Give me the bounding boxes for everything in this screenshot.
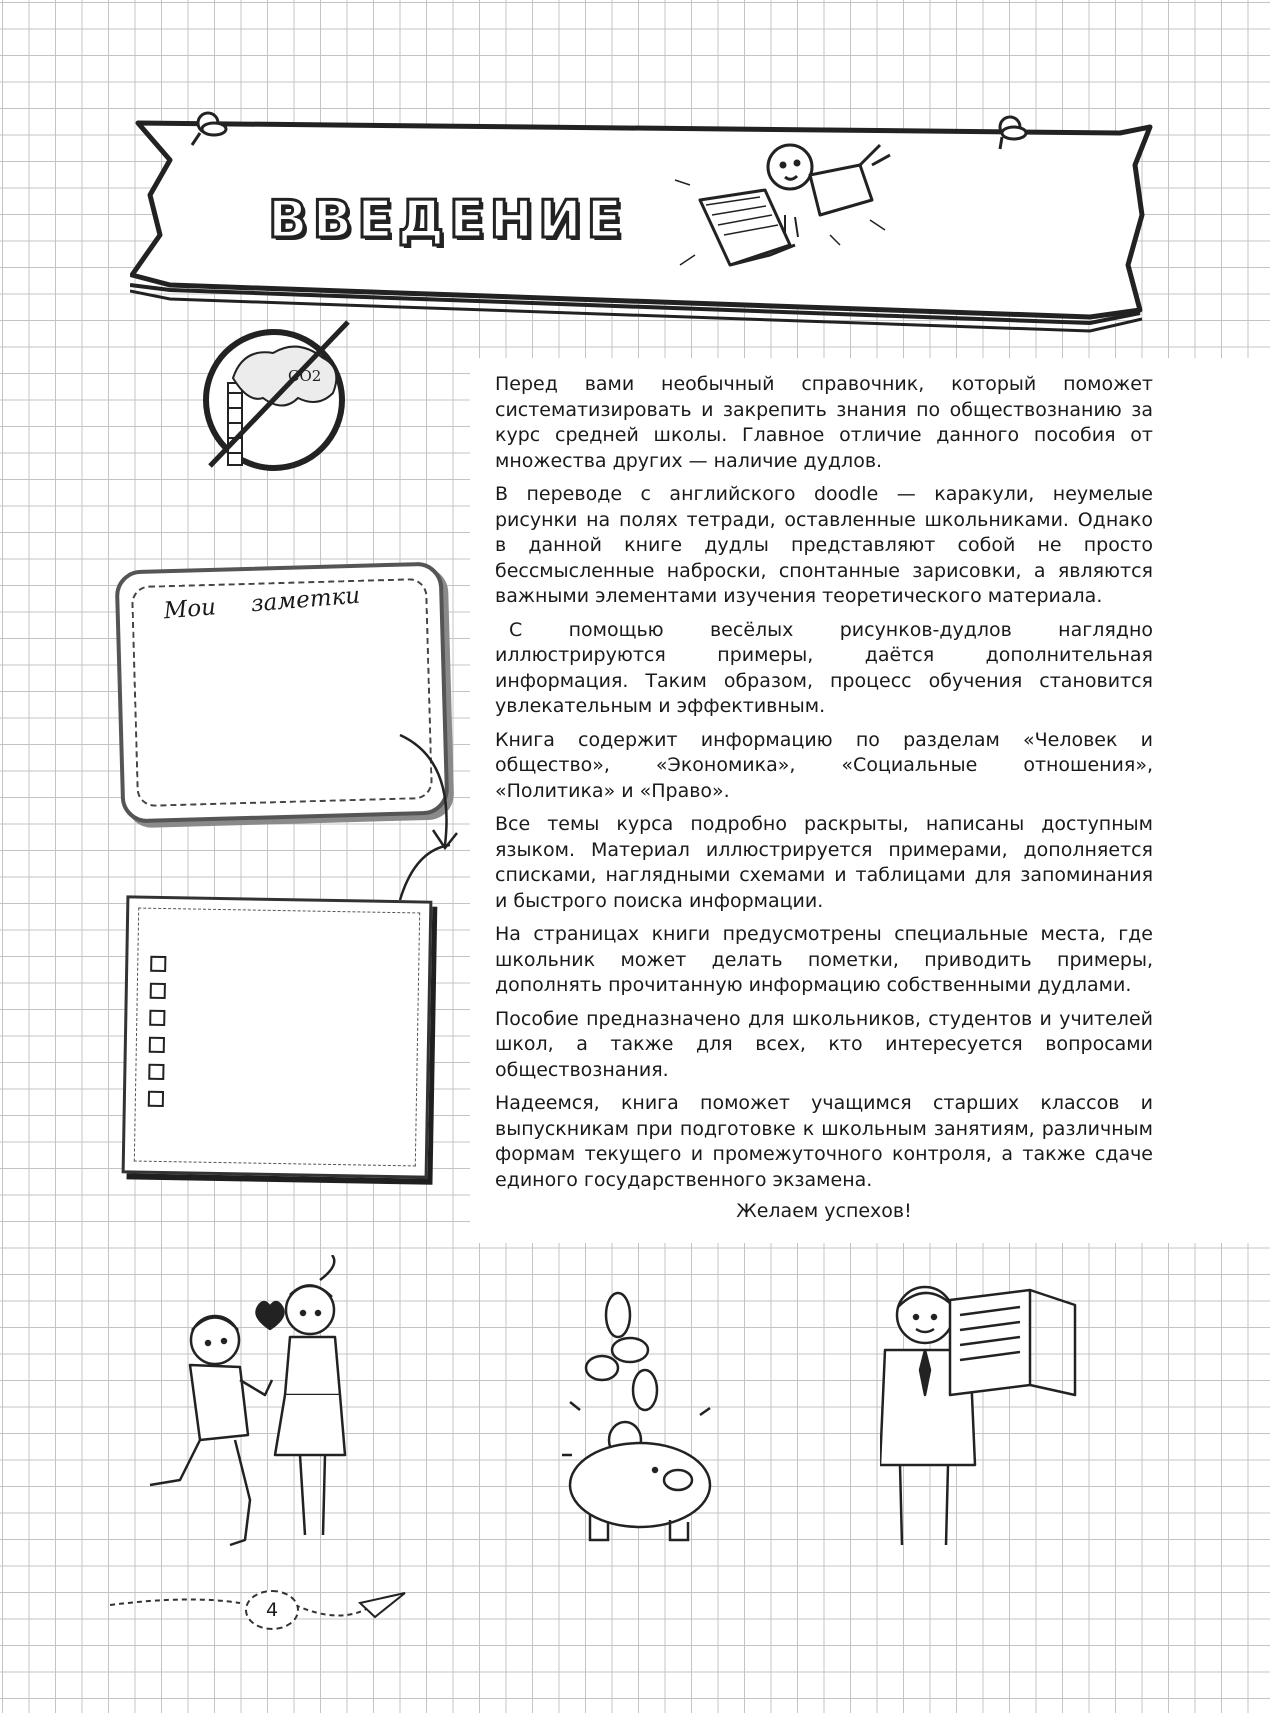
checklist-box (122, 895, 433, 1178)
intro-text (495, 372, 1153, 1201)
couple-proposal-icon (140, 1255, 375, 1555)
piggy-bank-coins-icon (560, 1290, 730, 1550)
checklist-dashed-border (134, 908, 420, 1167)
page-title: ВВЕДЕНИЕ (268, 190, 628, 250)
paper-plane-icon (360, 1593, 405, 1617)
paragraph: В переводе с английского doodle — каракули, неумелые рисунки на полях тетради, оставленные школьниками. Однако в данной книге дудлы представляют собой не просто бессмысленные наброски, спонтанные зарисовки, а являются важными элементами изучения теоретического материала. (495, 483, 1153, 607)
curved-arrow-icon (395, 730, 475, 900)
paragraph: Надеемся, книга поможет учащимся старших классов и выпускникам при подготовке к школьным занятиям, различным формам текущего и промежуточного контроля, а также сдаче единого государственного экзамена. (495, 1092, 1153, 1191)
checkbox[interactable] (150, 956, 166, 972)
paragraph: Пособие предназначено для школьников, студентов и учителей школ, а также для всех, кто интересуется вопросами обществознания. (495, 1007, 1153, 1081)
paragraph: Книга содержит информацию по разделам «Человек и общество», «Экономика», «Социальные отношения», «Политика» и «Право». (495, 728, 1153, 802)
no-pollution-sign-icon (188, 318, 360, 480)
paragraph: Все темы курса подробно раскрыты, написаны доступным языком. Материал иллюстрируется примерами, дополняется списками, наглядными схемами и таблицами для запоминания и быстрого поиска информации. (495, 813, 1153, 912)
checkbox[interactable] (149, 1037, 165, 1053)
teacher-with-book-icon (880, 1275, 1090, 1555)
paragraph: Перед вами необычный справочник, который поможет систематизировать и закрепить знания по обществознанию за курс средней школы. Главное отличие данного пособия от множества других — наличие дудлов. (495, 373, 1153, 472)
notes-title: Мои заметки (162, 582, 362, 625)
paragraph: На страницах книги предусмотрены специальные места, где школьник может делать пометки, приводить примеры, дополнять прочитанную информацию собственными дудлами. (495, 923, 1153, 996)
co2-label: CO2 (288, 367, 322, 385)
checkbox[interactable] (150, 983, 166, 999)
checkbox[interactable] (149, 1010, 165, 1026)
page-number: 4 (245, 1590, 299, 1630)
paragraph: С помощью весёлых рисунков-дудлов наглядно иллюстрируются примеры, даётся дополнительная информация. Таким образом, процесс обучения становится увлекательным и эффективным. (495, 618, 1153, 717)
closing-text: Желаем успехов! (736, 1200, 912, 1222)
checkbox[interactable] (148, 1091, 164, 1107)
checkbox[interactable] (148, 1064, 164, 1080)
